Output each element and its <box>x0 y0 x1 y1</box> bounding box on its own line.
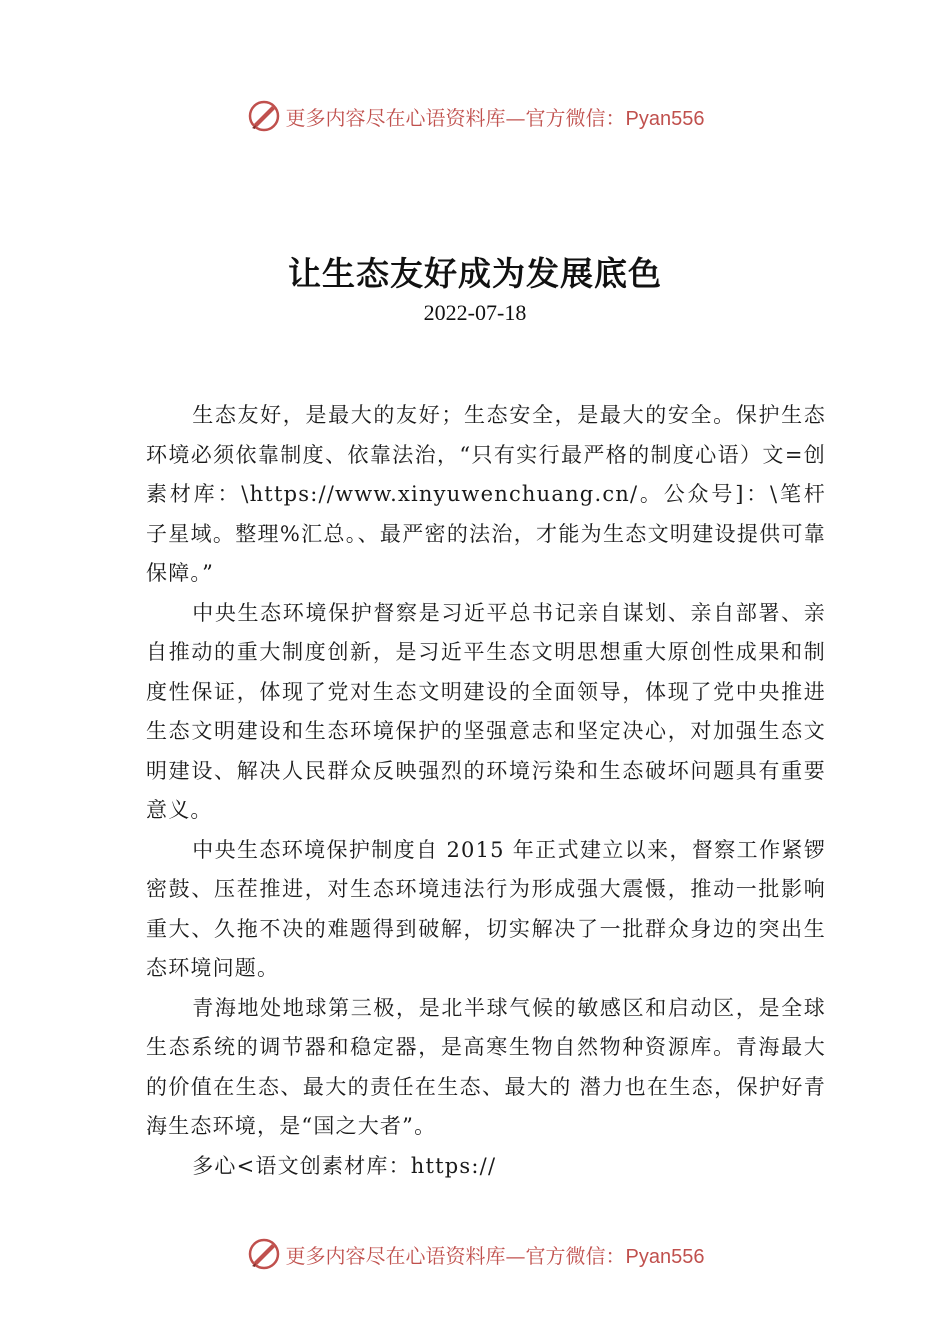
header-banner-text <box>286 102 705 131</box>
footer-wechat-id: Pyan556 <box>625 1245 705 1268</box>
header-banner-label: 更多内容尽在心语资料库—官方微信： <box>285 105 626 130</box>
pen-logo-icon <box>246 1236 282 1272</box>
header-banner <box>0 94 950 138</box>
page-title: 让生态友好成为发展底色 <box>288 254 662 293</box>
paragraph: 青海地处地球第三极，是北半球气候的敏感区和启动区，是全球生态系统的调节器和稳定器，是高寒生物自然物种资源库。青海最大的价值在生态、最大的责任在生态、最大的 潜力也在生态，保护好青海生态环境，是“国之大者”。 <box>146 995 826 1138</box>
footer-banner <box>0 1232 950 1276</box>
publish-date: 2022-07-18 <box>423 300 527 325</box>
paragraph: 生态友好，是最大的友好；生态安全，是最大的安全。保护生态环境必须依靠制度、依靠法治，“只有实行最严格的制度心语）文=创素材库：\https://www.xinyuwenchuang.cn/。公众号]：\笔杆子星域。整理%汇总。、最严密的法治，才能为生态文明建设提供可靠保障。” <box>146 403 826 585</box>
paragraph: 中央生态环境保护制度自 2015 年正式建立以来，督察工作紧锣密鼓、压茬推进，对生态环境违法行为形成强大震慑，推动一批影响重大、久拖不决的难题得到破解，切实解决了一批群众身边的突出生态环境问题。 <box>146 837 826 980</box>
article-body <box>146 396 826 1186</box>
pen-logo-icon <box>246 98 282 134</box>
paragraph: 多心<语文创素材库：https:// <box>192 1153 497 1178</box>
footer-banner-text <box>286 1240 705 1269</box>
paragraph: 中央生态环境保护督察是习近平总书记亲自谋划、亲自部署、亲自推动的重大制度创新，是习近平生态文明思想重大原创性成果和制度性保证，体现了党对生态文明建设的全面领导，体现了党中央推进生态文明建设和生态环境保护的坚强意志和坚定决心，对加强生态文明建设、解决人民群众反映强烈的环境污染和生态破坏问题具有重要意义。 <box>146 600 826 822</box>
header-wechat-id: Pyan556 <box>625 107 705 130</box>
footer-banner-label: 更多内容尽在心语资料库—官方微信： <box>285 1243 626 1268</box>
